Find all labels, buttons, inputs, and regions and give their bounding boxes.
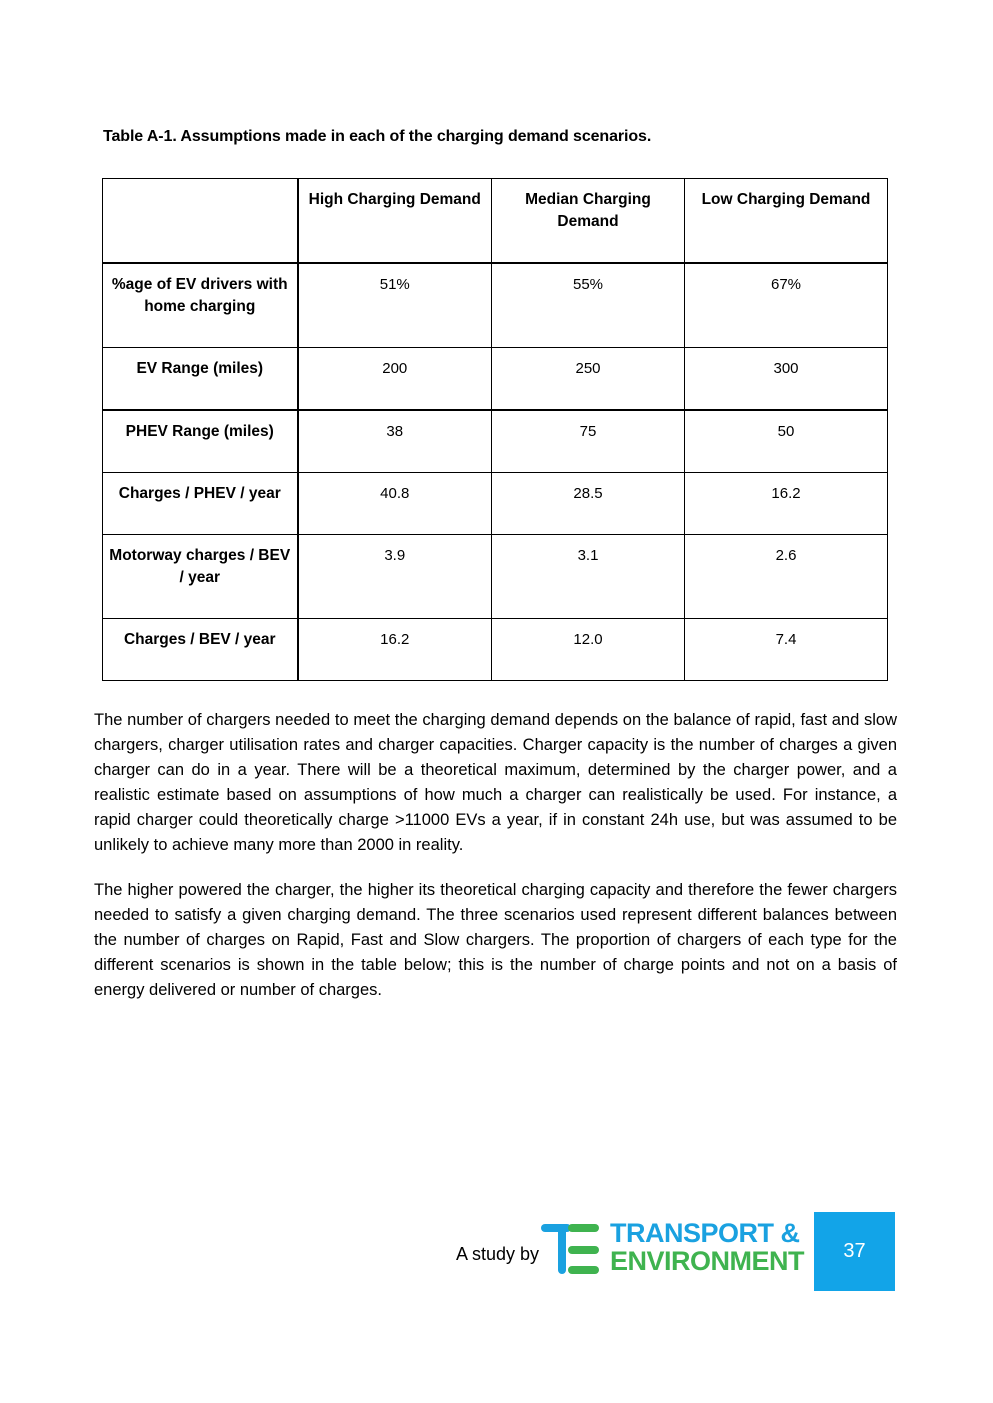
table-caption: Table A-1. Assumptions made in each of the charging demand scenarios.: [103, 128, 652, 145]
page-number: 37: [814, 1212, 895, 1291]
table-cell: 300: [685, 348, 888, 411]
table-cell: 12.0: [492, 619, 685, 681]
table-cell: 75: [492, 410, 685, 473]
table-cell: 250: [492, 348, 685, 411]
table-row: [103, 410, 888, 473]
body-paragraph: The higher powered the charger, the higher its theoretical charging capacity and therefore the fewer chargers needed to satisfy a given charging demand. The three scenarios used represent different balances between the number of charges on Rapid, Fast and Slow chargers. The proportion of chargers of each type for the different scenarios is shown in the table below; this is the number of charge points and not on a basis of energy delivered or number of charges.: [94, 881, 897, 999]
table-header-row: [103, 179, 888, 264]
table-cell: 38: [298, 410, 492, 473]
table-row: [103, 348, 888, 411]
row-label: Motorway charges / BEV / year: [103, 535, 298, 619]
table-cell: 51%: [298, 263, 492, 348]
table-cell: 40.8: [298, 473, 492, 535]
study-by-label: A study by: [456, 1244, 540, 1264]
row-label: EV Range (miles): [103, 348, 298, 411]
table-cell: 3.1: [492, 535, 685, 619]
table-cell: 50: [685, 410, 888, 473]
row-label: PHEV Range (miles): [103, 410, 298, 473]
table-cell: 3.9: [298, 535, 492, 619]
body-paragraph: The number of chargers needed to meet the charging demand depends on the balance of rapid, fast and slow chargers, charger utilisation rates and charger capacities. Charger capacity is the number of charges a given charger can do in a year. There will be a theoretical maximum, determined by the charger power, and a realistic estimate based on assumptions of how much a charger can realistically be used. For instance, a rapid charger could theoretically charge >11000 EVs a year, if in constant 24h use, but was assumed to be unlikely to achieve many more than 2000 in reality.: [94, 711, 897, 854]
table-cell: 7.4: [685, 619, 888, 681]
table-row: [103, 263, 888, 348]
table-cell: 55%: [492, 263, 685, 348]
table-row: [103, 473, 888, 535]
table-header-cell: High Charging Demand: [298, 179, 492, 264]
row-label: Charges / BEV / year: [103, 619, 298, 681]
table-cell: 200: [298, 348, 492, 411]
te-logo-icon: [541, 1222, 601, 1278]
table-row: [103, 619, 888, 681]
table-cell: 16.2: [298, 619, 492, 681]
table-row: [103, 535, 888, 619]
table-header-cell: Median Charging Demand: [492, 179, 685, 264]
table-cell: 2.6: [685, 535, 888, 619]
table-cell: 16.2: [685, 473, 888, 535]
te-logo-text: [610, 1219, 804, 1275]
row-label: Charges / PHEV / year: [103, 473, 298, 535]
table-cell: 28.5: [492, 473, 685, 535]
assumptions-table: [102, 178, 888, 681]
table-header-cell: [103, 179, 298, 264]
row-label: %age of EV drivers with home charging: [103, 263, 298, 348]
table-cell: 67%: [685, 263, 888, 348]
logo-line-transport: TRANSPORT &: [610, 1218, 800, 1248]
table-header-cell: Low Charging Demand: [685, 179, 888, 264]
logo-line-environment: ENVIRONMENT: [610, 1246, 805, 1276]
